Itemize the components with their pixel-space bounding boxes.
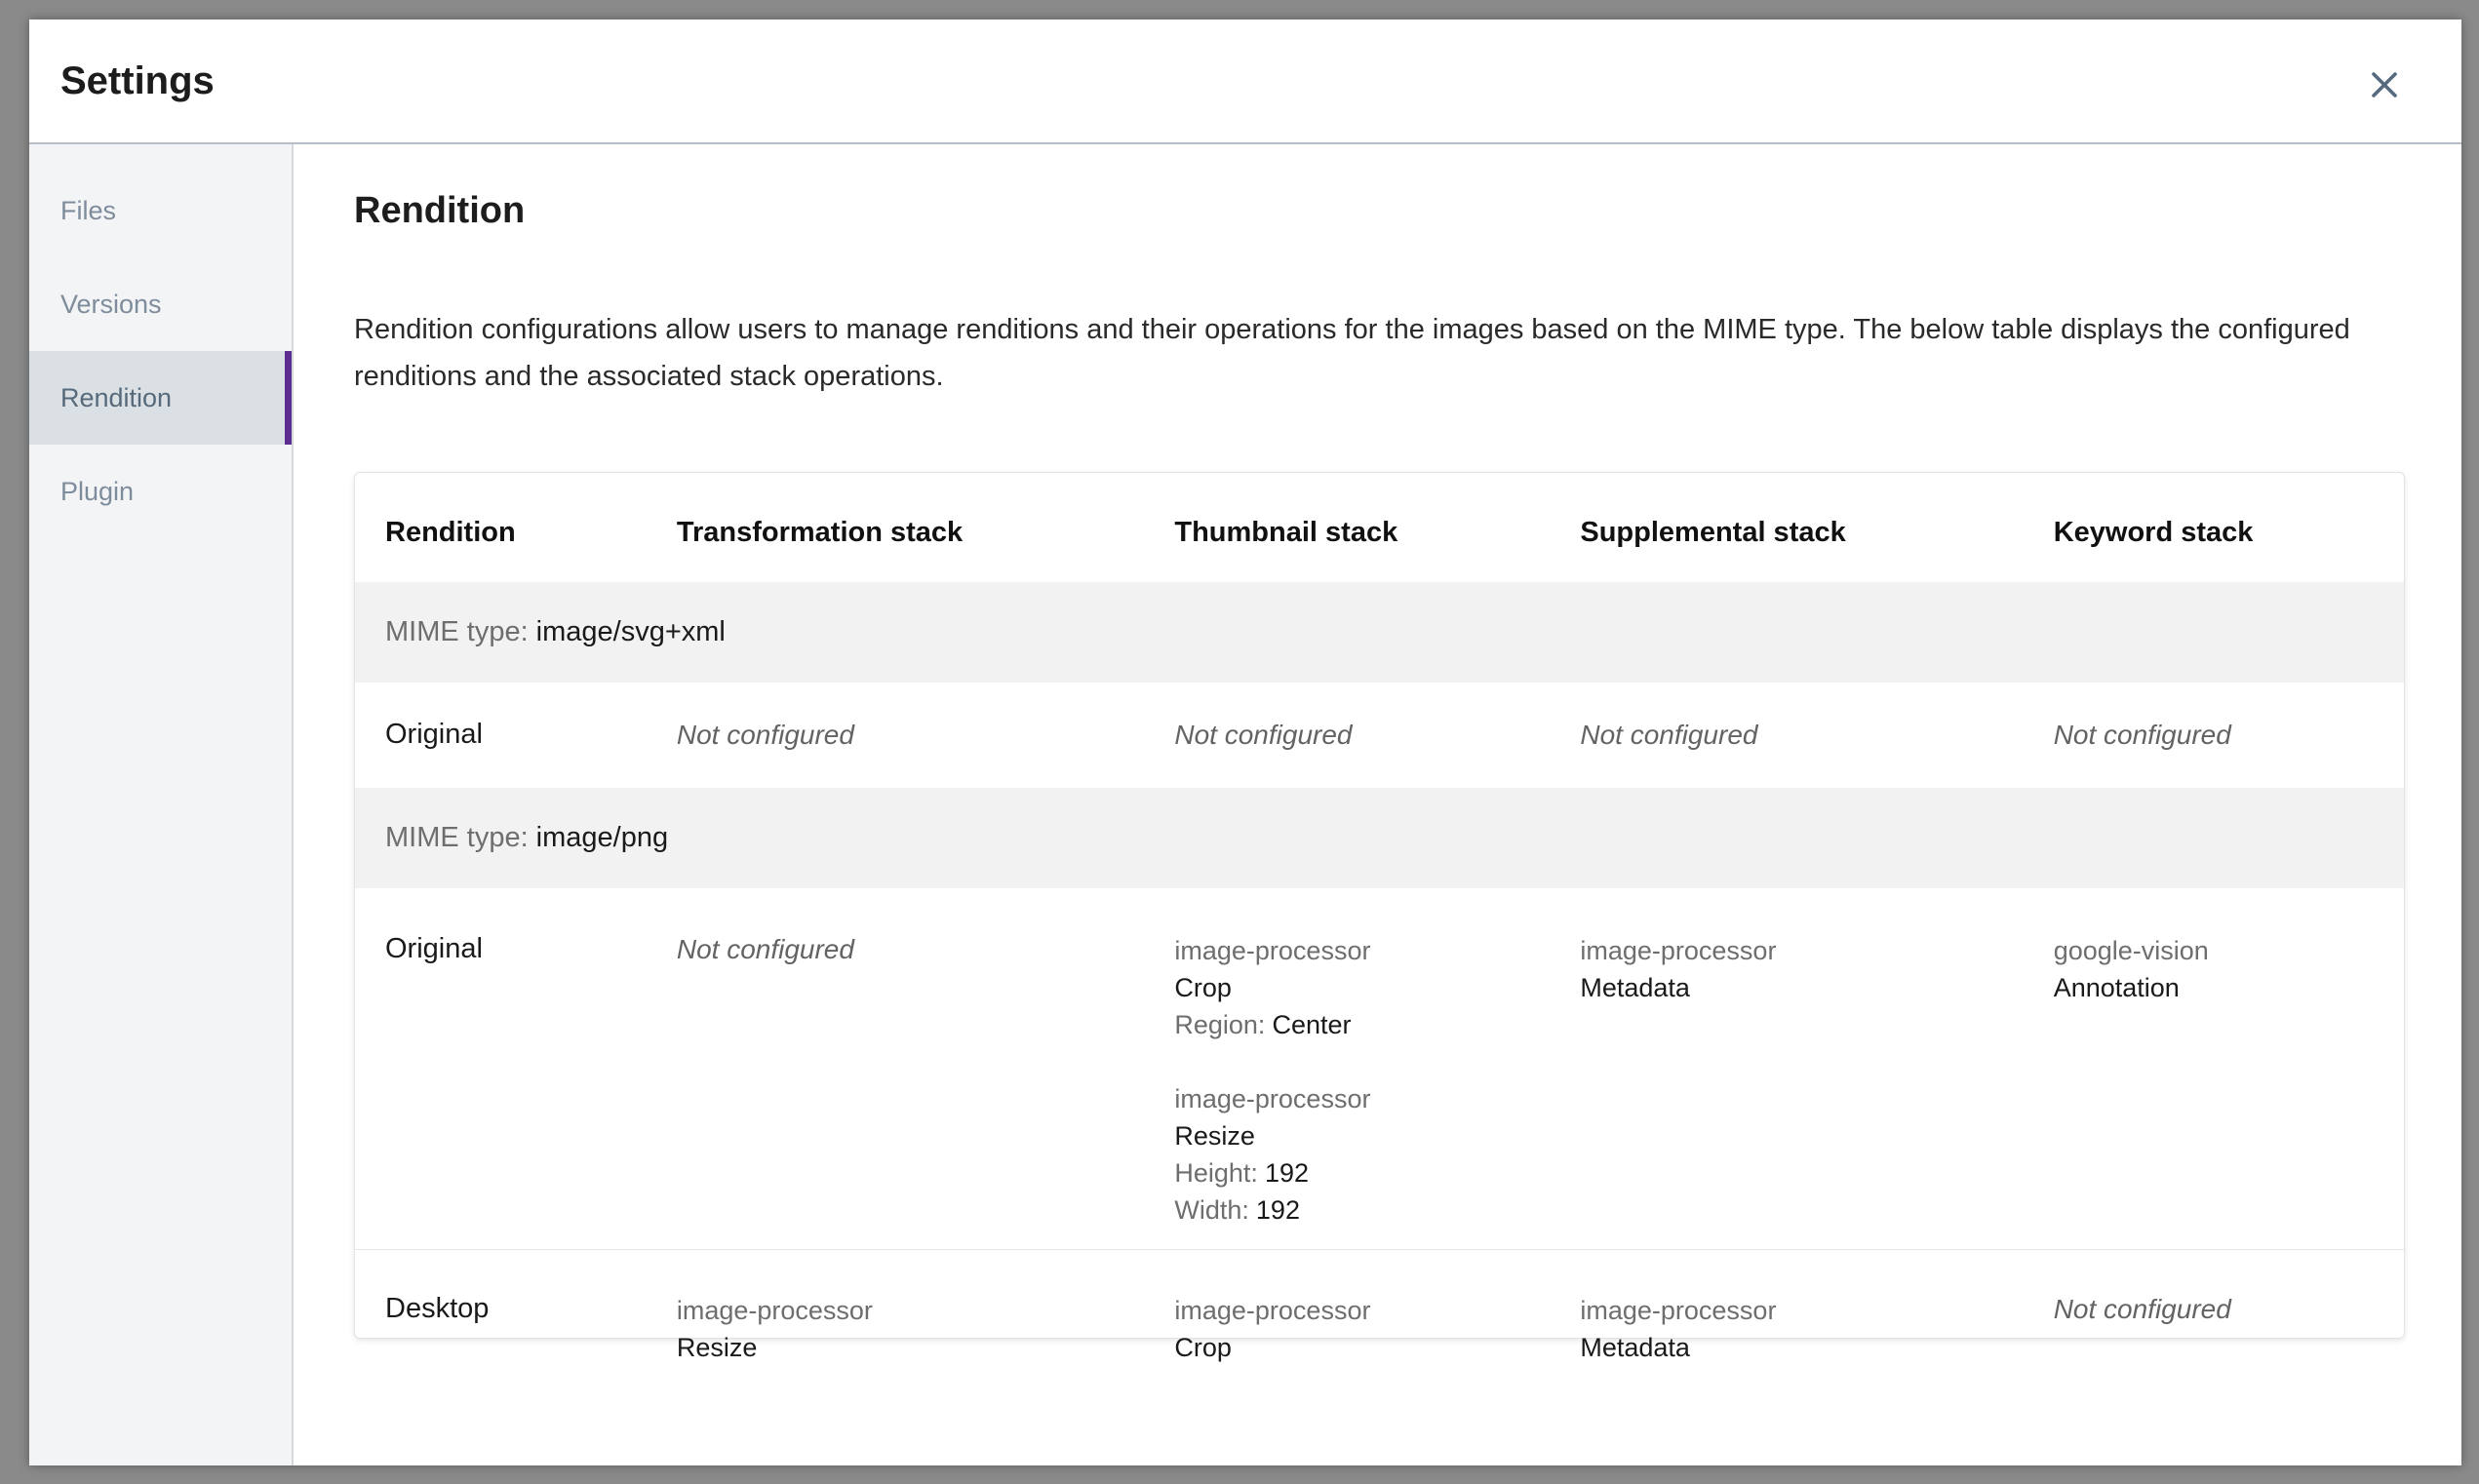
parameter-value: 192 <box>1255 1195 1300 1225</box>
stack-operation <box>1174 1292 1556 1366</box>
stack-processor: image-processor <box>1174 936 1371 965</box>
stack-parameter <box>1174 1006 1556 1043</box>
stack-operation-name: Metadata <box>1580 1333 1690 1362</box>
stack-operation <box>677 1292 1152 1366</box>
stack-parameter <box>1174 1191 1556 1229</box>
column-header-thumbnail: Thumbnail stack <box>1174 517 1398 548</box>
rendition-table <box>355 473 2404 1366</box>
not-configured-text: Not configured <box>676 720 854 750</box>
dialog-header <box>29 20 2461 144</box>
stack-processor: image-processor <box>676 1296 873 1325</box>
column-header-rendition: Rendition <box>385 517 516 548</box>
column-header-supplemental: Supplemental stack <box>1580 517 1846 548</box>
stack-processor: image-processor <box>1580 936 1777 965</box>
mime-type-label: MIME type: <box>385 616 529 647</box>
stack-processor: image-processor <box>1580 1296 1777 1325</box>
page-title: Rendition <box>354 190 526 231</box>
rendition-description: Rendition configurations allow users to manage renditions and their operations for the images based on the MIME type. The below table displays the configured renditions and the associated stack operations. <box>354 314 2350 392</box>
stack-operation-name: Resize <box>676 1333 758 1362</box>
selected-accent-bar <box>285 351 292 445</box>
table-header-row <box>355 473 2404 582</box>
parameter-label: Width: <box>1174 1195 1249 1225</box>
close-icon <box>2371 71 2398 98</box>
dialog-title: Settings <box>60 59 215 102</box>
stack-processor: google-vision <box>2053 936 2209 965</box>
sidebar-item-plugin[interactable] <box>29 445 292 538</box>
table-row <box>355 888 2404 1250</box>
mime-type-value: image/svg+xml <box>535 616 726 647</box>
stack-parameter <box>1174 1154 1556 1191</box>
mime-type-label: MIME type: <box>385 822 529 853</box>
stack-operation <box>1580 932 2029 1006</box>
stack-operation-name: Metadata <box>1580 973 1690 1002</box>
sidebar-item-versions[interactable] <box>29 257 292 351</box>
column-header-transformation: Transformation stack <box>676 517 964 548</box>
stack-operation <box>1174 932 1556 1043</box>
not-configured-text: Not configured <box>1580 720 1758 750</box>
stack-operation-name: Crop <box>1174 973 1232 1002</box>
sidebar-item-label: Versions <box>60 289 162 319</box>
stack-operation-name: Annotation <box>2053 973 2180 1002</box>
settings-dialog <box>29 20 2461 1465</box>
not-configured-text: Not configured <box>2053 1294 2231 1324</box>
sidebar-item-label: Files <box>60 195 117 225</box>
not-configured-text: Not configured <box>1174 720 1353 750</box>
stack-operation-name: Resize <box>1174 1121 1255 1151</box>
parameter-label: Region: <box>1174 1010 1266 1039</box>
parameter-value: 192 <box>1264 1158 1309 1188</box>
column-header-keyword: Keyword stack <box>2053 517 2254 548</box>
stack-processor: image-processor <box>1174 1296 1371 1325</box>
rendition-name: Original <box>385 933 483 964</box>
rendition-name: Original <box>385 719 483 750</box>
stack-operation <box>1174 1080 1556 1229</box>
sidebar-item-label: Rendition <box>60 382 173 412</box>
rendition-name: Desktop <box>385 1293 490 1324</box>
dialog-body <box>29 144 2461 1465</box>
close-button[interactable] <box>2370 70 2399 99</box>
sidebar-item-files[interactable] <box>29 164 292 257</box>
stack-operation-name: Crop <box>1174 1333 1232 1362</box>
settings-sidebar <box>29 144 294 1465</box>
rendition-table-scroll-area[interactable] <box>354 472 2405 1362</box>
table-row <box>355 683 2404 788</box>
stack-operation <box>2054 932 2381 1006</box>
not-configured-text: Not configured <box>2053 720 2231 750</box>
mime-type-value: image/png <box>535 822 669 853</box>
parameter-label: Height: <box>1174 1158 1258 1188</box>
sidebar-item-rendition[interactable] <box>29 351 292 445</box>
mime-group-row <box>355 788 2404 888</box>
rendition-panel <box>294 144 2461 1465</box>
stack-processor: image-processor <box>1174 1084 1371 1113</box>
table-row <box>355 1250 2404 1367</box>
sidebar-item-label: Plugin <box>60 476 135 506</box>
mime-group-row <box>355 582 2404 683</box>
not-configured-text: Not configured <box>676 934 854 964</box>
parameter-value: Center <box>1272 1010 1352 1039</box>
stack-operation <box>1580 1292 2029 1366</box>
